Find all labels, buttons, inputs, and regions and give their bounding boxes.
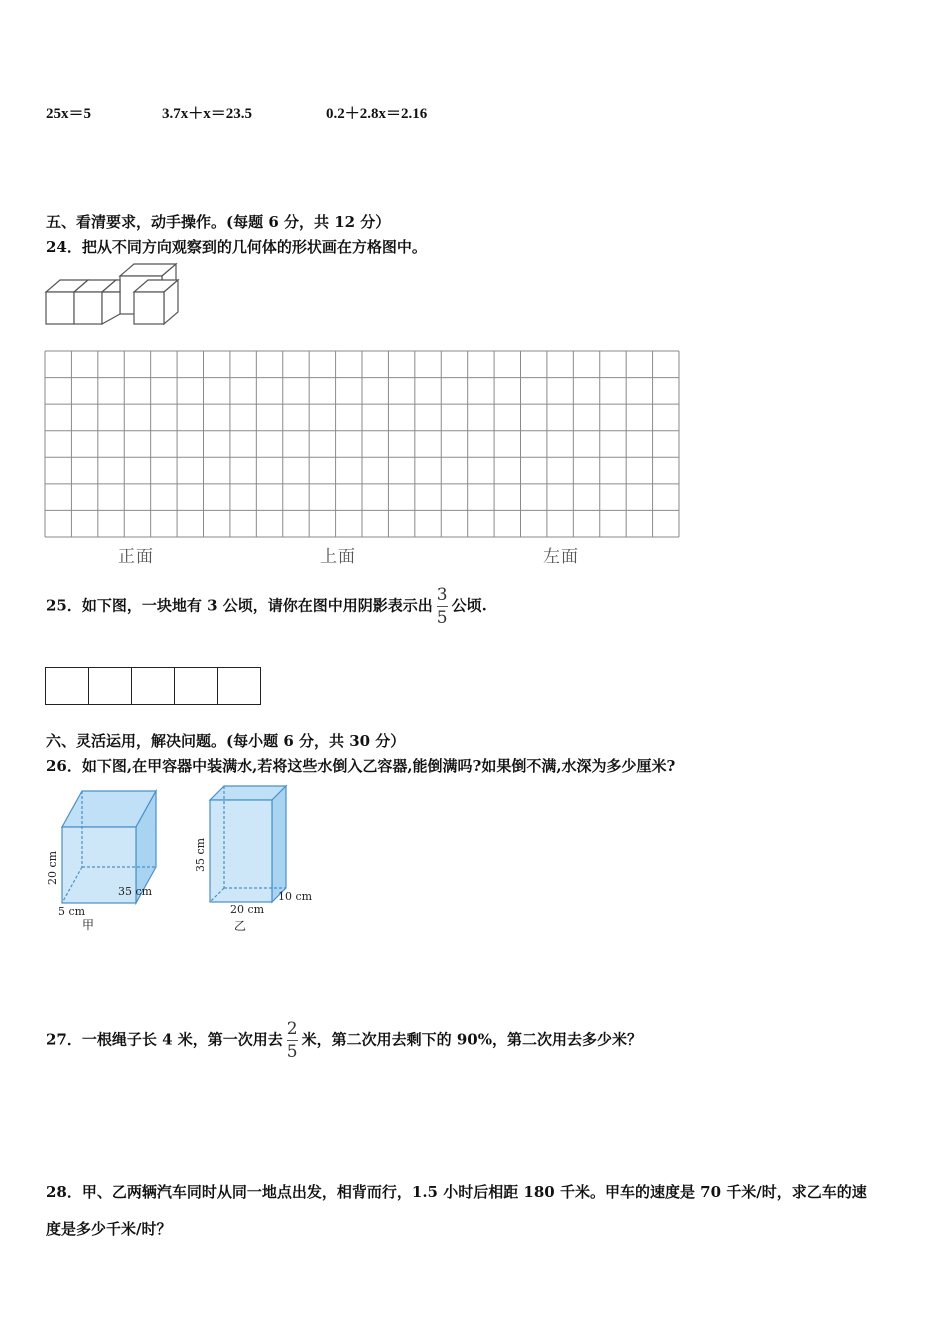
question-27-number: 27． [46,1030,82,1049]
jia-length-label: 35 cm [118,885,153,898]
container-yi-figure [188,780,328,940]
strip-cell[interactable] [175,668,218,704]
question-26-number: 26． [46,757,82,775]
strip-cell[interactable] [218,668,260,704]
question-25-number: 25． [46,596,82,615]
jia-width-label: 5 cm [58,905,86,918]
grid-label-front: 正面 [118,547,154,567]
equation-2: 3.7x＋x＝23.5 [162,106,253,122]
equation-1: 25x＝5 [46,106,92,122]
question-26 [46,755,675,776]
question-27-text-before: 一根绳子长 4 米，第一次用去 [81,1030,283,1049]
grid-label-top: 上面 [320,547,356,567]
grid-label-left: 左面 [543,547,579,567]
strip-cell[interactable] [46,668,89,704]
drawing-grid[interactable] [44,350,682,540]
question-28-text-line-1: 甲、乙两辆汽车同时从同一地点出发，相背而行，1.5 小时后相距 180 千米。甲车的速度是 70 千米/时，求乙车的速 [81,1183,867,1201]
question-25-text-after: 公顷. [451,596,487,615]
jia-height-label: 20 cm [46,850,59,885]
yi-name-label: 乙 [234,919,247,933]
strip-cell[interactable] [132,668,175,704]
question-24-number: 24． [46,238,82,256]
section-5-title: 五、看清要求，动手操作。(每题 6 分，共 12 分） [46,213,391,231]
question-27-text-after: 米，第二次用去剩下的 90%，第二次用去多少米？ [301,1030,642,1049]
container-jia-figure [40,785,170,940]
question-28-line-1 [46,1181,867,1202]
land-strip [45,667,261,705]
question-25-text-before: 如下图，一块地有 3 公顷，请你在图中用阴影表示出 [81,596,433,615]
strip-cell[interactable] [89,668,132,704]
equation-3: 0.2＋2.8x＝2.16 [326,106,428,122]
jia-name-label: 甲 [82,918,95,932]
question-26-text: 如下图,在甲容器中装满水,若将这些水倒入乙容器,能倒满吗?如果倒不满,水深为多少厘米? [81,757,676,775]
question-24-text: 把从不同方向观察到的几何体的形状画在方格图中。 [81,238,427,256]
fraction-three-fifths: $\frac{3}{5}$ [436,585,448,628]
question-25 [46,586,487,627]
fraction-two-fifths: $\frac{2}{5}$ [286,1019,298,1062]
question-28-line-2: 度是多少千米/时？ [46,1220,172,1238]
question-24 [46,236,427,257]
question-28-number: 28． [46,1183,82,1201]
section-6-title: 六、灵活运用，解决问题。(每小题 6 分，共 30 分） [46,732,406,750]
yi-length-label: 20 cm [230,903,265,916]
yi-height-label: 35 cm [194,837,207,872]
cube-solid-figure [40,262,190,332]
question-27 [46,1020,642,1061]
yi-width-label: 10 cm [278,890,313,903]
